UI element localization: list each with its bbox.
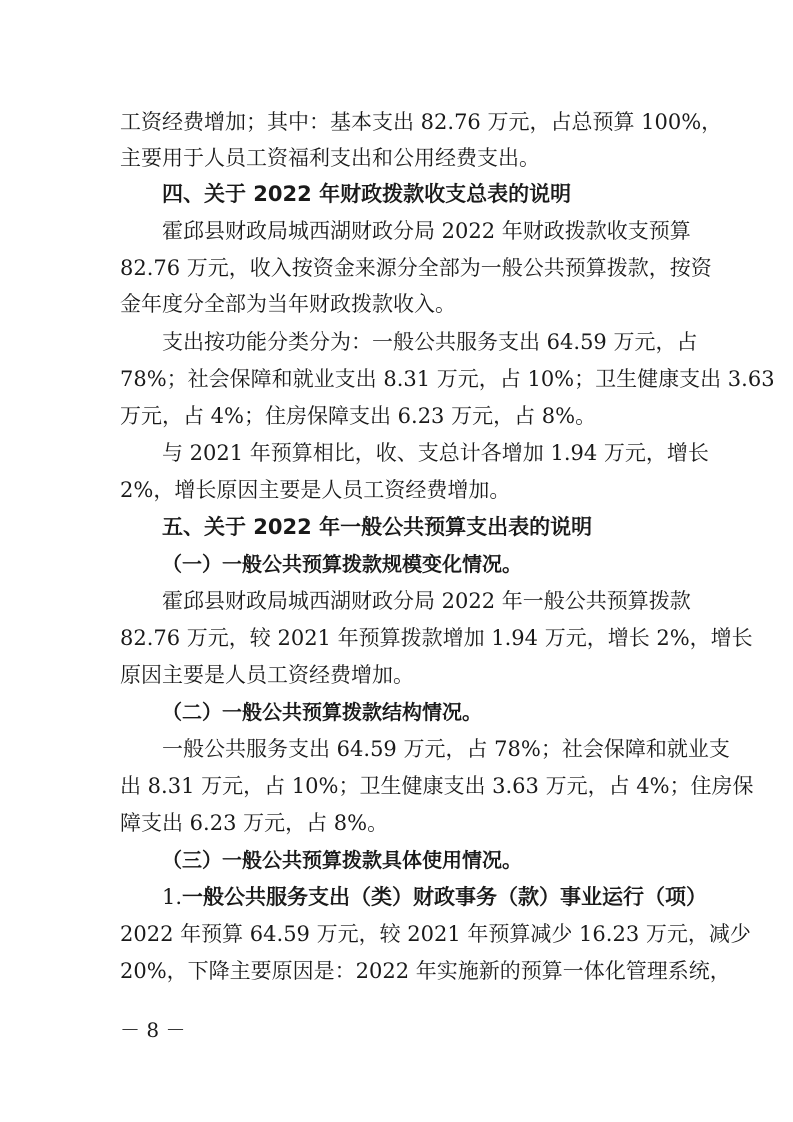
body-line: 出 8.31 万元，占 10%；卫生健康支出 3.63 万元，占 4%；住房保 xyxy=(120,774,754,798)
subsection-heading: （三）一般公共预算拨款具体使用情况。 xyxy=(162,848,522,872)
body-line: 20%，下降主要原因是：2022 年实施新的预算一体化管理系统， xyxy=(120,959,731,983)
body-line: 工资经费增加；其中：基本支出 82.76 万元，占总预算 100%， xyxy=(120,110,723,134)
item-title: 一般公共服务支出（类）财政事务（款）事业运行（项） xyxy=(182,885,708,909)
body-line: 82.76 万元，收入按资金来源分全部为一般公共预算拨款，按资 xyxy=(120,256,712,280)
body-line: 78%；社会保障和就业支出 8.31 万元，占 10%；卫生健康支出 3.63 xyxy=(120,367,775,391)
subsection-heading: （二）一般公共预算拨款结构情况。 xyxy=(162,700,482,724)
body-line: 2%，增长原因主要是人员工资经费增加。 xyxy=(120,478,511,502)
body-line: 主要用于人员工资福利支出和公用经费支出。 xyxy=(120,146,540,170)
subsection-heading: （一）一般公共预算拨款规模变化情况。 xyxy=(162,552,522,576)
body-line: 霍邱县财政局城西湖财政分局 2022 年财政拨款收支预算 xyxy=(162,219,691,243)
page-number: － 8 － xyxy=(120,1018,186,1042)
body-line: 原因主要是人员工资经费增加。 xyxy=(120,663,414,687)
item-heading-line xyxy=(162,885,708,909)
body-line: 82.76 万元，较 2021 年预算拨款增加 1.94 万元，增长 2%，增长 xyxy=(120,626,753,650)
body-line: 2022 年预算 64.59 万元，较 2021 年预算减少 16.23 万元，减少 xyxy=(120,922,751,946)
body-line: 支出按功能分类分为：一般公共服务支出 64.59 万元，占 xyxy=(162,330,698,354)
section-heading: 五、关于 2022 年一般公共预算支出表的说明 xyxy=(162,515,593,539)
body-line: 万元，占 4%；住房保障支出 6.23 万元，占 8%。 xyxy=(120,404,597,428)
body-line: 一般公共服务支出 64.59 万元，占 78%；社会保障和就业支 xyxy=(162,737,730,761)
body-line: 障支出 6.23 万元，占 8%。 xyxy=(120,811,389,835)
section-heading: 四、关于 2022 年财政拨款收支总表的说明 xyxy=(162,182,572,206)
body-line: 与 2021 年预算相比，收、支总计各增加 1.94 万元，增长 xyxy=(162,441,709,465)
body-line: 霍邱县财政局城西湖财政分局 2022 年一般公共预算拨款 xyxy=(162,589,691,613)
body-line: 金年度分全部为当年财政拨款收入。 xyxy=(120,292,456,316)
item-number: 1. xyxy=(162,885,183,909)
